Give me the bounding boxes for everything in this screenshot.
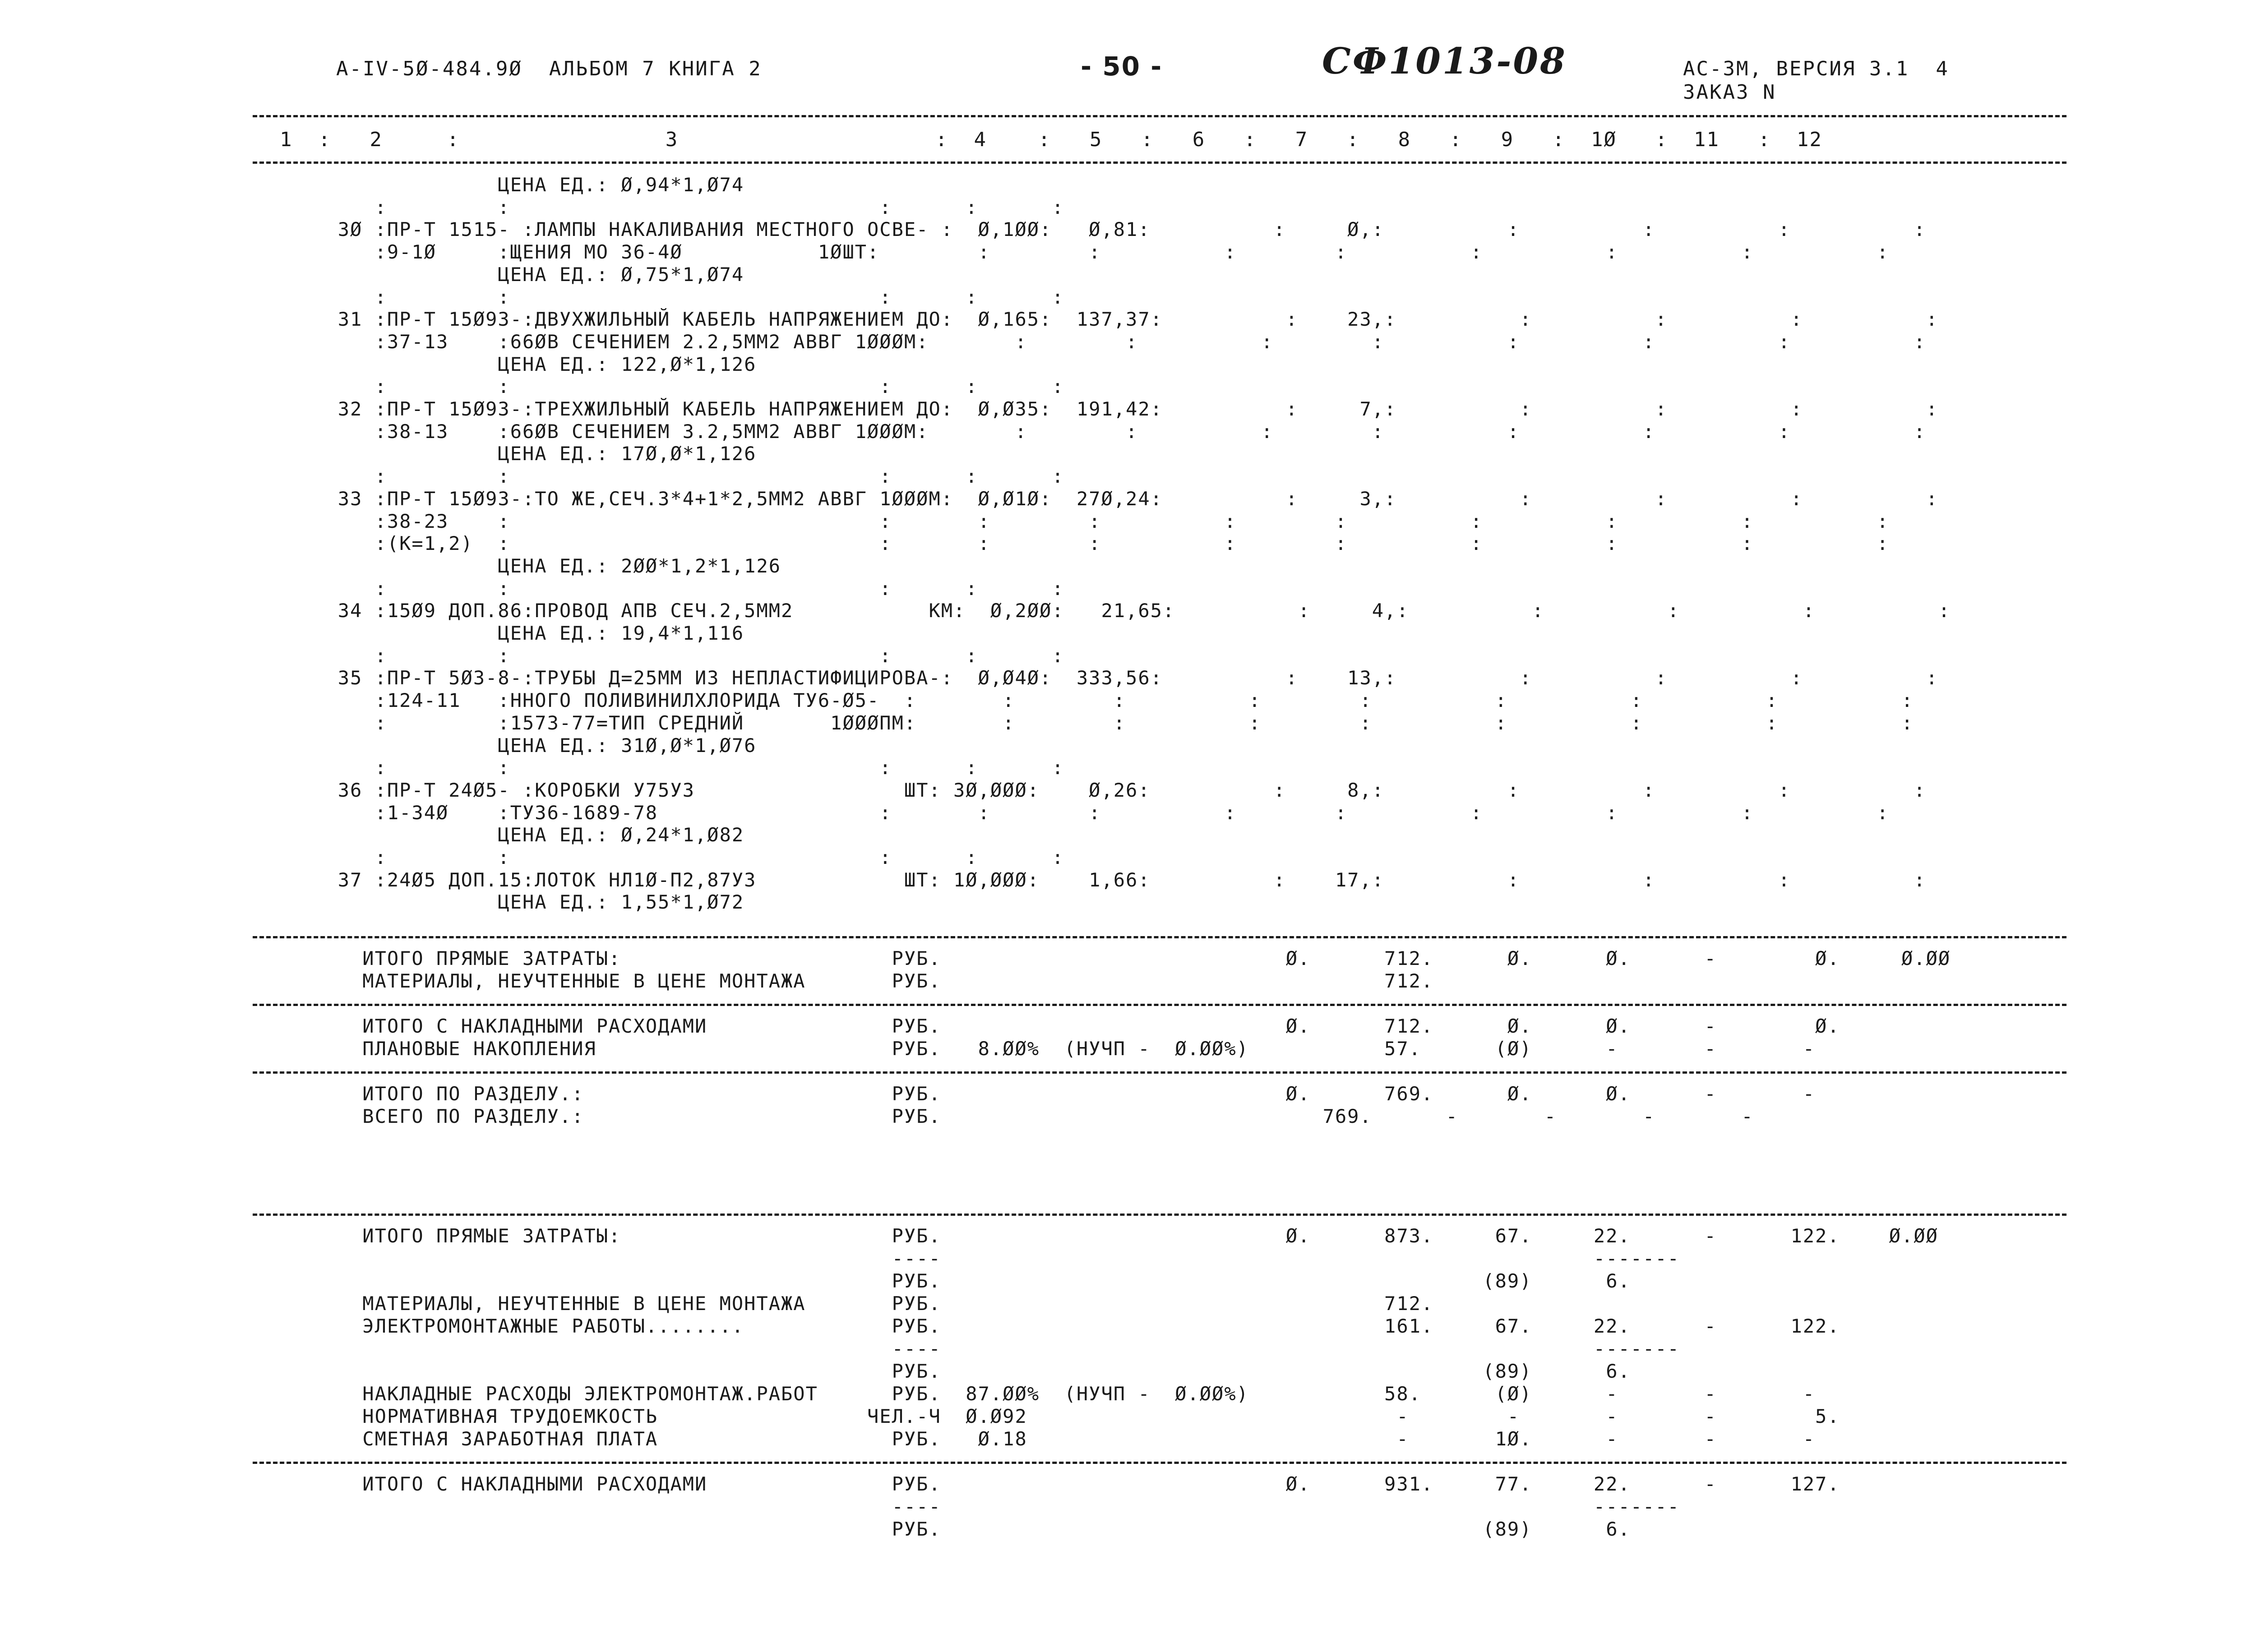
estimate-line: 37 :24Ø5 ДОП.15:ЛОТОК НЛ1Ø-П2,87У3 ШТ: 1Ø,ØØØ: 1,66: : 17,: : : : : xyxy=(264,868,1926,891)
totals-line: НОРМАТИВНАЯ ТРУДОЕМКОСТЬ ЧЕЛ.-Ч Ø.Ø92 - - - - 5. xyxy=(264,1405,1840,1427)
estimate-line: 36 :ПР-Т 24Ø5- :КОРОБКИ У75У3 ШТ: 3Ø,ØØØ: Ø,26: : 8,: : : : : xyxy=(264,779,1926,801)
estimate-line: : : : : : xyxy=(264,577,1064,600)
totals-line: МАТЕРИАЛЫ, НЕУЧТЕННЫЕ В ЦЕНЕ МОНТАЖА РУБ. 712. xyxy=(264,1292,1434,1315)
column-numbers: 1 : 2 : 3 : 4 : 5 : 6 : 7 : 8 : 9 : 1Ø : 11 : 12 xyxy=(280,128,1822,151)
header-rule-bottom xyxy=(253,162,2066,164)
estimate-line: :1-34Ø :ТУ36-1689-78 : : : : : : : : : xyxy=(264,801,1889,824)
estimate-line: 34 :15Ø9 ДОП.86:ПРОВОД АПВ СЕЧ.2,5ММ2 КМ: Ø,2ØØ: 21,65: : 4,: : : : : xyxy=(264,600,1951,622)
program-version: АС-3М, ВЕРСИЯ 3.1 4 xyxy=(1683,57,1949,80)
estimate-line: :124-11 :ННОГО ПОЛИВИНИЛХЛОРИДА ТУ6-Ø5- : : : : : : : : : xyxy=(264,689,1914,712)
estimate-line: 3Ø :ПР-Т 1515- :ЛАМПЫ НАКАЛИВАНИЯ МЕСТНОГО ОСВЕ- : Ø,1ØØ: Ø,81: : Ø,: : : : : xyxy=(264,218,1926,241)
estimate-line: ЦЕНА ЕД.: 17Ø,Ø*1,126 xyxy=(264,443,757,465)
estimate-line: ЦЕНА ЕД.: 19,4*1,116 xyxy=(264,622,744,644)
section-line: ВСЕГО ПО РАЗДЕЛУ.: РУБ. 769. - - - - xyxy=(264,1105,1754,1127)
rule-4 xyxy=(253,1214,2066,1216)
rule-1 xyxy=(253,936,2066,938)
final-line: ИТОГО С НАКЛАДНЫМИ РАСХОДАМИ РУБ. Ø. 931. 77. 22. - 127. xyxy=(264,1473,1840,1495)
estimate-line: :38-13 :66ØВ СЕЧЕНИЕМ 3.2,5ММ2 АВВГ 1ØØØМ: : : : : : : : : xyxy=(264,420,1926,443)
final-line: РУБ. (89) 6. xyxy=(264,1518,1631,1540)
section-line: ИТОГО ПО РАЗДЕЛУ.: РУБ. Ø. 769. Ø. Ø. - - xyxy=(264,1083,1816,1105)
estimate-line: : : : : : xyxy=(264,286,1064,308)
estimate-line: : : : : : xyxy=(264,196,1064,218)
section-line: ПЛАНОВЫЕ НАКОПЛЕНИЯ РУБ. 8.ØØ% (НУЧП - Ø.ØØ%) 57. (Ø) - - - xyxy=(264,1038,1816,1060)
estimate-line: 35 :ПР-Т 5Ø3-8-:ТРУБЫ Д=25ММ ИЗ НЕПЛАСТИФИЦИРОВА-: Ø,Ø4Ø: 333,56: : 13,: : : : : xyxy=(264,667,1938,689)
section-line: ИТОГО ПРЯМЫЕ ЗАТРАТЫ: РУБ. Ø. 712. Ø. Ø. - Ø. Ø.ØØ xyxy=(264,947,1951,969)
estimate-line: : : : : : xyxy=(264,846,1064,868)
section-line: МАТЕРИАЛЫ, НЕУЧТЕННЫЕ В ЦЕНЕ МОНТАЖА РУБ. 712. xyxy=(264,970,1434,992)
rule-2 xyxy=(253,1004,2066,1006)
estimate-line: ЦЕНА ЕД.: 1,55*1,Ø72 xyxy=(264,891,744,914)
header-rule-top xyxy=(253,115,2066,117)
estimate-line: ЦЕНА ЕД.: 122,Ø*1,126 xyxy=(264,353,757,375)
estimate-line: : :1573-77=ТИП СРЕДНИЙ 1ØØØПМ: : : : : : : : : xyxy=(264,711,1914,734)
estimate-line: 32 :ПР-Т 15Ø93-:ТРЕХЖИЛЬНЫЙ КАБЕЛЬ НАПРЯЖЕНИЕМ ДО: Ø,Ø35: 191,42: : 7,: : : : : xyxy=(264,398,1938,420)
totals-line: СМЕТНАЯ ЗАРАБОТНАЯ ПЛАТА РУБ. Ø.18 - 1Ø. - - - xyxy=(264,1428,1816,1450)
estimate-line: ЦЕНА ЕД.: Ø,75*1,Ø74 xyxy=(264,263,744,286)
document-code: А-IV-5Ø-484.9Ø АЛЬБОМ 7 КНИГА 2 xyxy=(336,57,762,80)
order-number: ЗАКАЗ N xyxy=(1683,81,1776,104)
estimate-line: : : : : : xyxy=(264,375,1064,398)
estimate-line: : : : : : xyxy=(264,465,1064,488)
rule-5 xyxy=(253,1462,2066,1464)
estimate-line: :37-13 :66ØВ СЕЧЕНИЕМ 2.2,5ММ2 АВВГ 1ØØØМ: : : : : : : : : xyxy=(264,330,1926,353)
estimate-line: :9-1Ø :ЩЕНИЯ МО 36-4Ø 1ØШТ: : : : : : : : : xyxy=(264,241,1889,263)
totals-line: РУБ. (89) 6. xyxy=(264,1270,1631,1292)
estimate-line: 33 :ПР-Т 15Ø93-:ТО ЖЕ,СЕЧ.3*4+1*2,5ММ2 АВВГ 1ØØØМ: Ø,Ø1Ø: 27Ø,24: : 3,: : : : : xyxy=(264,487,1938,510)
final-line: ---- ------- xyxy=(264,1495,1680,1518)
estimate-line: ЦЕНА ЕД.: Ø,94*1,Ø74 xyxy=(264,174,744,196)
totals-line: ---- ------- xyxy=(264,1338,1680,1360)
totals-line: РУБ. (89) 6. xyxy=(264,1360,1631,1382)
handwritten-stamp: СФ1013-08 xyxy=(1322,40,1567,82)
totals-line: НАКЛАДНЫЕ РАСХОДЫ ЭЛЕКТРОМОНТАЖ.РАБОТ РУБ. 87.ØØ% (НУЧП - Ø.ØØ%) 58. (Ø) - - - xyxy=(264,1383,1816,1405)
estimate-line: :38-23 : : : : : : : : : : xyxy=(264,510,1889,532)
estimate-line: ЦЕНА ЕД.: 31Ø,Ø*1,Ø76 xyxy=(264,734,757,757)
estimate-line: :(К=1,2) : : : : : : : : : : xyxy=(264,532,1889,555)
totals-line: ИТОГО ПРЯМЫЕ ЗАТРАТЫ: РУБ. Ø. 873. 67. 22. - 122. Ø.ØØ xyxy=(264,1225,1938,1247)
page-number: - 50 - xyxy=(1081,51,1163,82)
estimate-line: ЦЕНА ЕД.: Ø,24*1,Ø82 xyxy=(264,824,744,846)
estimate-line: ЦЕНА ЕД.: 2ØØ*1,2*1,126 xyxy=(264,554,781,577)
totals-line: ---- ------- xyxy=(264,1247,1680,1269)
estimate-line: : : : : : xyxy=(264,644,1064,667)
estimate-line: : : : : : xyxy=(264,757,1064,779)
totals-line: ЭЛЕКТРОМОНТАЖНЫЕ РАБОТЫ........ РУБ. 161. 67. 22. - 122. xyxy=(264,1315,1840,1337)
rule-3 xyxy=(253,1071,2066,1074)
section-line: ИТОГО С НАКЛАДНЫМИ РАСХОДАМИ РУБ. Ø. 712. Ø. Ø. - Ø. xyxy=(264,1015,1840,1037)
estimate-line: 31 :ПР-Т 15Ø93-:ДВУХЖИЛЬНЫЙ КАБЕЛЬ НАПРЯЖЕНИЕМ ДО: Ø,165: 137,37: : 23,: : : : : xyxy=(264,308,1938,331)
